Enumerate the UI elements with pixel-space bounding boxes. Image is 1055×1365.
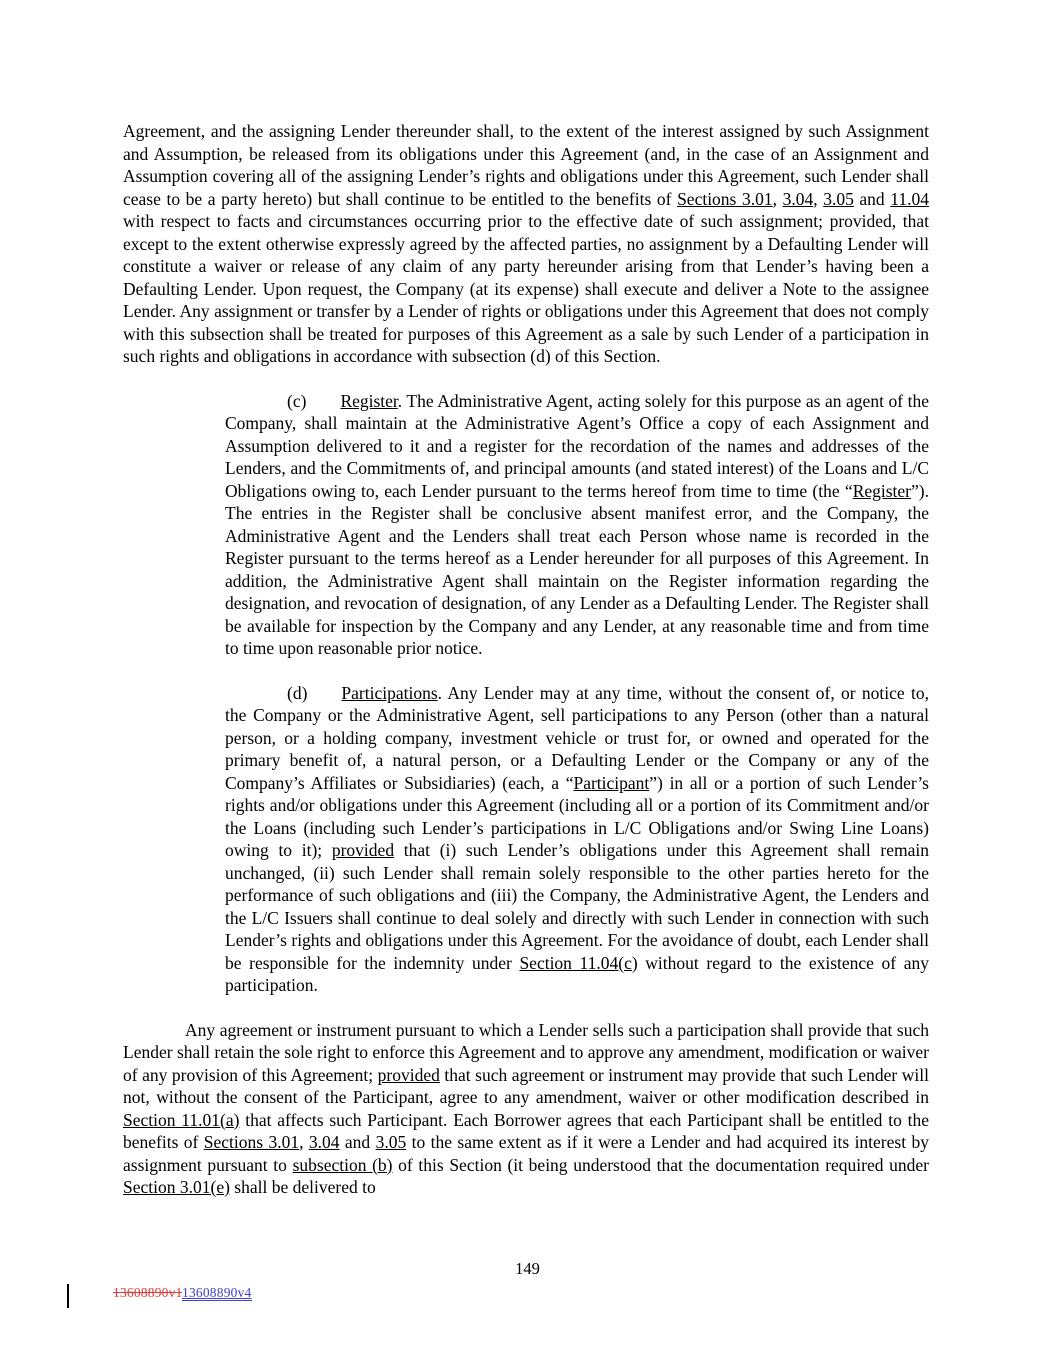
- text-run: ”). The entries in the Register shall be conclusive absent manifest error, and the Company, the Administrative Agent and the Lenders shall treat each Person whose name is recorded in the Register pursuant to the terms hereof as a Lender hereunder for all purposes of this Agreement. In addition, the Administrative Agent shall maintain on the Register information regarding the designation, and revocation of designation, of any Lender as a Defaulting Lender. The Register shall be available for inspection by the Company and any Lender, at any reasonable time and from time to time upon reasonable prior notice.: [225, 480, 929, 658]
- text-run: ,: [772, 188, 783, 209]
- text-run: Agreement, and the assigning Lender thereunder shall, to the extent of the interest assigned by such Assignment and Assumption, be released from its obligations under this Agreement (and, in the case of an Assignment and Assumption covering all of the assigning Lender’s rights and obligations under this Agreement, such Lender shall cease to be a party hereto) but shall continue to be entitled to the benefits of: [123, 121, 929, 209]
- text-run: (c): [287, 390, 307, 411]
- underlined-reference: 3.05: [823, 188, 854, 209]
- underlined-reference: Sections 3.01: [203, 1132, 300, 1152]
- underlined-reference: Sections 3.01: [677, 188, 773, 209]
- underlined-reference: provided: [377, 1064, 440, 1085]
- text-run: ,: [299, 1132, 309, 1152]
- text-run: with respect to facts and circumstances occurring prior to the effective date of such assignment; provided, that except to the extent otherwise expressly agreed by the affected parties, no assignment by a Defaulting Lender will constitute a waiver or release of any claim of any party hereunder arising from that Lender’s having been a Defaulting Lender. Upon request, the Company (at its expense) shall execute and deliver a Note to the assignee Lender. Any assignment or transfer by a Lender of rights or obligations under this Agreement that does not comply with this subsection shall be treated for purposes of this Agreement as a sale by such Lender of a participation in such rights and obligations in accordance with subsection (d) of this Section.: [123, 211, 929, 366]
- underlined-reference: Section 11.04(c): [519, 952, 638, 973]
- underlined-reference: 3.05: [375, 1132, 407, 1152]
- text-run: and: [853, 188, 891, 209]
- underlined-reference: 11.04: [890, 188, 930, 209]
- document-body: [123, 120, 929, 1221]
- text-run: shall be delivered to: [229, 1177, 376, 1197]
- text-run: . Any Lender may at any time, without the consent of, or notice to, the Company or the Administrative Agent, sell participations to any Person (other than a natural person, or a holding company, investment vehicle or trust for, or owned and operated for the primary benefit of, a natural person, or a Defaulting Lender or the Company or any of the Company’s Affiliates or Subsidiaries) (each, a “: [225, 682, 929, 793]
- underlined-reference: Register: [852, 480, 912, 501]
- underlined-reference: Section 11.01(a): [123, 1109, 240, 1130]
- subsection-c-register: [225, 390, 929, 660]
- underlined-reference: 3.04: [782, 188, 814, 209]
- text-run: without regard to the existence of any participation.: [225, 952, 930, 995]
- text-run: that such agreement or instrument may provide that such Lender will not, without the consent of the Participant, agree to any amendment, waiver or other modification described in: [123, 1064, 929, 1107]
- underlined-reference: provided: [331, 840, 395, 860]
- text-run: (d): [287, 682, 308, 703]
- text-run: that affects such Participant. Each Borrower agrees that each Participant shall be entitled to the benefits of: [123, 1109, 929, 1152]
- text-run: of this Section (it being understood that the documentation required under: [392, 1154, 929, 1175]
- page-number: 149: [515, 1259, 540, 1278]
- body-paragraph-assignment-effect: [123, 120, 929, 368]
- text-run: ”) in all or a portion of such Lender’s rights and/or obligations under this Agreement (including all or a portion of its Commitment and/or the Loans (including such Lender’s participations in L/C Obligations and/or Swing Line Loans) owing to it);: [225, 772, 929, 860]
- text-run: that (i) such Lender’s obligations under this Agreement shall remain unchanged, (ii) such Lender shall remain solely responsible to the other parties hereto for the performance of such obligations and (iii) the Company, the Administrative Agent, the Lenders and the L/C Issuers shall continue to deal solely and directly with such Lender in connection with such Lender’s rights and obligations under this Agreement. For the avoidance of doubt, each Lender shall be responsible for the indemnity under: [225, 840, 930, 973]
- underlined-reference: Participant: [573, 772, 650, 793]
- underlined-reference: Register: [340, 390, 398, 411]
- deleted-doc-id: 13608890v1: [113, 1285, 182, 1300]
- text-run: Any agreement or instrument pursuant to which a Lender sells such a participation shall provide that such Lender shall retain the sole right to enforce this Agreement and to approve any amendment, modification or waiver of any provision of this Agreement;: [123, 1019, 929, 1085]
- footer-doc-id-redline: [113, 1284, 252, 1302]
- text-run: ,: [813, 188, 824, 209]
- inserted-doc-id: 13608890v4: [182, 1285, 252, 1300]
- text-run: and: [339, 1132, 376, 1152]
- text-run: . The Administrative Agent, acting solely for this purpose as an agent of the Company, shall maintain at the Administrative Agent’s Office a copy of each Assignment and Assumption delivered to it and a register for the recordation of the names and addresses of the Lenders, and the Commitments of, and principal amounts (and stated interest) of the Loans and L/C Obligations owing to, each Lender pursuant to the terms hereof from time to time (the “: [225, 390, 929, 501]
- subsection-d-participations: [225, 682, 929, 997]
- underlined-reference: subsection (b): [292, 1154, 393, 1175]
- participation-agreement-paragraph: [123, 1019, 929, 1199]
- text-run: to the same extent as if it were a Lender and had acquired its interest by assignment pursuant to: [123, 1132, 929, 1175]
- revision-change-bar: [67, 1284, 69, 1308]
- underlined-reference: 3.04: [308, 1132, 340, 1152]
- underlined-reference: Participations: [341, 682, 438, 703]
- underlined-reference: Section 3.01(e): [123, 1177, 230, 1197]
